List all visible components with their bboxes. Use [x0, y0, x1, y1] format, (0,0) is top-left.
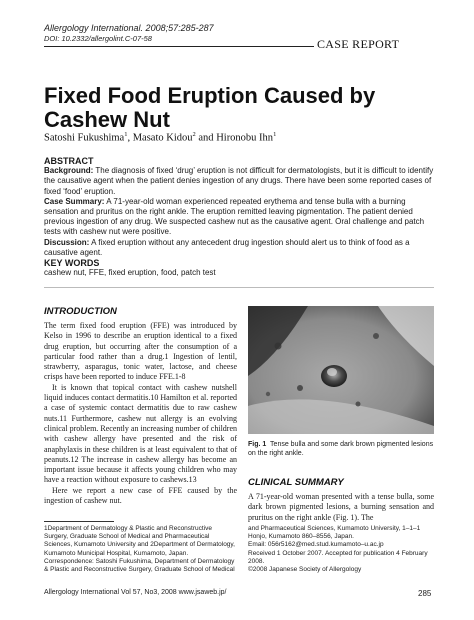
abstract-background-text: The diagnosis of fixed ‘drug’ eruption is not difficult for dermatologists, but it is difficult to identify the causative agent when the patient denies ingestion of any drugs. There have been some reported cases of fixed ‘food’ eruption. — [44, 166, 434, 196]
footnote-copyright: ©2008 Japanese Society of Allergology — [248, 566, 362, 574]
abstract-heading: ABSTRACT — [44, 156, 94, 166]
author-name: Hironobu Ihn — [216, 132, 274, 144]
abstract-background — [44, 166, 434, 197]
abstract-case-text: A 71-year-old woman experienced repeated erythema and tense bulla with a burning sensation and pruritus on the right ankle. The eruption remitted leaving pigmentation. The patient denied previous ingestion of any drug. We suspected cashew nut as the causative agent. Oral challenge and patch tests with cashew nut were positive. — [44, 196, 425, 237]
introduction-body — [44, 321, 237, 506]
figure-label: Fig. 1 — [248, 441, 267, 448]
keywords-rule — [44, 287, 434, 288]
introduction-paragraph: Here we report a new case of FFE caused by the ingestion of cashew nut. — [44, 485, 237, 506]
abstract-case-label: Case Summary: — [44, 196, 105, 206]
author-affiliation-mark: 1 — [124, 131, 128, 138]
author-affiliation-mark: 2 — [192, 131, 196, 138]
footnote-correspondence — [248, 525, 438, 574]
footnote-rule — [44, 521, 114, 522]
footnote-text: 1Department of Dermatology & Plastic and Reconstructive Surgery, Graduate School of Medical and Pharmaceutical Sciences, Kumamoto University and 2Department of Dermatology, Kumamoto Municipal Hospital, Kumamoto, Japan. — [44, 525, 235, 557]
clinical-summary-heading: CLINICAL SUMMARY — [248, 477, 344, 488]
introduction-paragraph: The term fixed food eruption (FFE) was introduced by Kelso in 1996 to describe an eruption identical to a fixed drug eruption, but occurring after the consumption of a particular food rather than a drug.1 Ingestion of lentil, strawberry, asparagus, tonic water, lactose, and cheese crisps have been reported to induce FFE.1-8 — [44, 321, 237, 382]
footnote-affiliations — [44, 525, 237, 574]
journal-citation: Allergology International. 2008;57:285-287 — [44, 23, 214, 33]
keywords-heading: KEY WORDS — [44, 258, 100, 268]
footnote-text: Received 1 October 2007. Accepted for publication 4 February 2008. — [248, 549, 428, 565]
abstract-background-label: Background: — [44, 166, 94, 176]
article-type-label: CASE REPORT — [314, 37, 402, 52]
author-name: Satoshi Fukushima — [44, 132, 125, 144]
clinical-summary-body — [248, 492, 434, 523]
abstract-block — [44, 156, 434, 258]
abstract-discussion-label: Discussion: — [44, 237, 90, 247]
introduction-heading: INTRODUCTION — [44, 306, 117, 317]
footnote-text: and Pharmaceutical Sciences, Kumamoto University, 1–1–1 Honjo, Kumamoto 860–8556, Japan. — [248, 525, 421, 541]
abstract-discussion-text: A fixed eruption without any antecedent drug ingestion should alert us to think of food as a causative agent. — [44, 237, 410, 257]
doi-line: DOI: 10.2332/allergolint.C-07-58 — [44, 34, 152, 43]
keywords-text: cashew nut, FFE, fixed eruption, food, patch test — [44, 268, 216, 277]
abstract-case-summary — [44, 197, 434, 238]
author-separator: , — [127, 132, 133, 144]
clinical-photo — [248, 306, 434, 434]
footnote-email: Email: 056r5162@med.stud.kumamoto–u.ac.jp — [248, 541, 384, 549]
author-affiliation-mark: 1 — [273, 131, 277, 138]
abstract-discussion — [44, 238, 434, 258]
author-list — [44, 131, 276, 144]
figure-caption — [248, 440, 434, 458]
keywords-block — [44, 258, 434, 278]
footnote-text: Correspondence: Satoshi Fukushima, Department of Dermatology & Plastic and Reconstructive Surgery, Graduate School of Medical — [44, 557, 235, 574]
author-name: Masato Kidou — [132, 132, 193, 144]
figure-caption-text: Tense bulla and some dark brown pigmented lesions on the right ankle. — [248, 441, 434, 457]
introduction-paragraph: It is known that topical contact with cashew nutshell liquid induces contact dermatitis.10 Hamilton et al. reported a case of systemic contact dermatitis due to raw cashew nuts.11 Furthermore, cashew nut allergy is an evolving clinical problem. Recently an increasing number of children with cashew allergy have presented and the risk of anaphylaxis in these children is at least equivalent to that of peanuts.12 The increase in cashew allergy has become an important issue because it affects young children who may have a reaction without exposure to cashews.13 — [44, 382, 237, 485]
article-title: Fixed Food Eruption Caused by Cashew Nut — [44, 83, 376, 132]
clinical-summary-paragraph: A 71-year-old woman presented with a tense bulla, some dark brown pigmented lesions, a burning sensation and pruritus on the right ankle (Fig. 1). The — [248, 492, 434, 522]
clinical-photo-figure — [248, 306, 434, 434]
page-number: 285 — [418, 589, 432, 598]
journal-footer: Allergology International Vol 57, No3, 2008 www.jsaweb.jp/ — [44, 589, 227, 596]
author-separator: and — [195, 132, 217, 144]
